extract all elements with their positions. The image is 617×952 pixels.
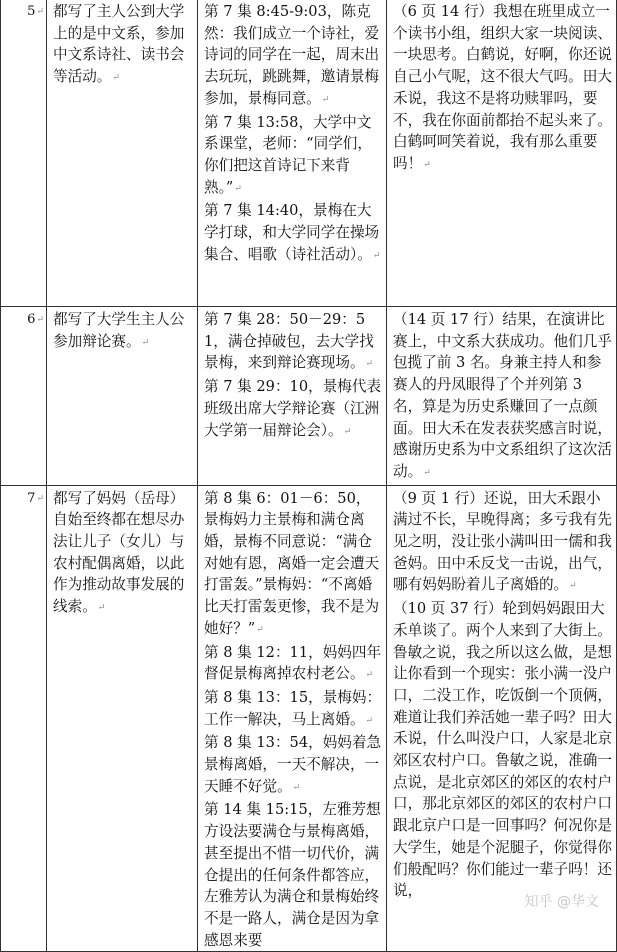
watermark: 知乎 @华文 — [524, 894, 599, 910]
row-number: 6↵ — [1, 307, 47, 486]
novel-cell: （9 页 1 行）还说，田大禾跟小满过不长，早晚得离；多亏我有先见之明，没让张小满叫田一儒和我爸妈。田中禾反戈一击说，出气，哪有妈妈盼着儿子离婚的。↵ （10 页 37 行）轮到妈妈跟田大禾单谈了。两个人来到了大街上。鲁敏之说，我之所以这么做，是想让你看到一个现实：张小满一没户口，二没工作，吃饭倒一个顶俩，难道让我们养活她一辈子吗？田大禾说，什么叫没户口，人家是北京郊区农村户口。鲁敏之说，准确一点说，是北京郊区的郊区的农村户口，那北京郊区的郊区的农村户口跟北京户口是一回事吗？何况你是大学生，她是个泥腿子，你觉得你们般配吗？你们能过一辈子吗！还说， — [387, 485, 617, 952]
row-number: 5↵ — [1, 0, 47, 307]
tv-show-cell: 第 8 集 6：01－6：50，景梅妈力主景梅和满仓离婚，景梅不同意说：“满仓对她有恩，离婚一定会遭天打雷轰。”景梅妈：“不离婚比天打雷轰更惨，我不是为她好？”↵ 第 8 集 12：11，妈妈四年督促景梅离掉农村老公。↵ 第 8 集 13：15，景梅妈：工作一解决，马上离婚。↵ 第 8 集 13：54，妈妈着急景梅离婚，一天不解决，一天睡不好觉。↵ 第 14 集 15:15，左雅芳想方设法要满仓与景梅离婚，甚至提出不惜一切代价，满仓提出的任何条件都答应，左雅芳认为满仓和景梅始终不是一路人，满仓是因为拿感恩来要 — [198, 485, 387, 952]
tv-show-cell: 第 7 集 8:45-9:03，陈克然：我们成立一个诗社，爱诗词的同学在一起，周末出去玩玩，跳跳舞，邀请景梅参加，景梅同意。↵ 第 7 集 13:58，大学中文系课堂，老师：“同学们，你们把这首诗记下来背熟。”↵ 第 7 集 14:40，景梅在大学打球，和大学同学在操场集合、唱歌（诗社活动）。↵ — [198, 0, 387, 307]
summary-cell: 都写了妈妈（岳母）自始至终都在想尽办法让儿子（女儿）与农村配偶离婚，以此作为推动故事发展的线索。↵ — [47, 485, 198, 952]
novel-cell: （6 页 14 行）我想在班里成立一个读书小组，组织大家一块阅读、一块思考。白鹤说，好啊，你还说自己小气呢，这不很大气吗。田大禾说，我这不是将功赎罪吗，要不，我在你面前都抬不起头来了。白鹤呵呵笑着说，我有那么重要吗！↵ — [387, 0, 617, 307]
summary-cell: 都写了大学生主人公参加辩论赛。↵ — [47, 307, 198, 486]
table-row — [1, 0, 617, 307]
tv-show-cell: 第 7 集 28：50－29：51，满仓掉破包，去大学找景梅，来到辩论赛现场。↵ 第 7 集 29：10，景梅代表班级出席大学辩论赛（江洲大学第一届辩论会）。↵ — [198, 307, 387, 486]
table-row — [1, 307, 617, 486]
table-row — [1, 485, 617, 952]
row-number: 7↵ — [1, 485, 47, 952]
summary-cell: 都写了主人公到大学上的是中文系，参加中文系诗社、读书会等活动。↵ — [47, 0, 198, 307]
novel-cell: （14 页 17 行）结果，在演讲比赛上，中文系大获成功。他们几乎包揽了前 3 名。身兼主持人和参赛人的丹凤眼得了个并列第 3 名，算是为历史系赚回了一点颜面。田大禾在发表获奖感言时说，感谢历史系为中文系组织了这次活动。↵ — [387, 307, 617, 486]
